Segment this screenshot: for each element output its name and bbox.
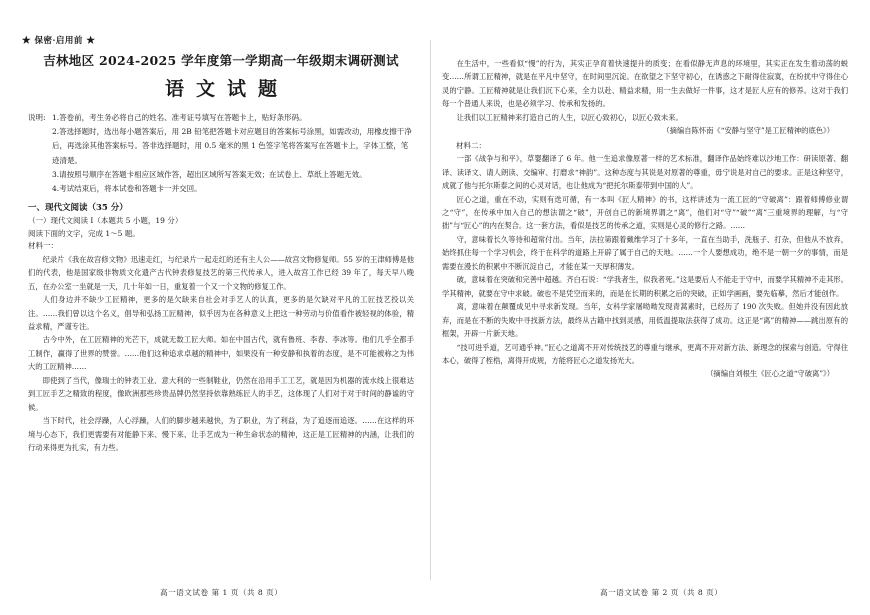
confidential-mark: ★ 保密·启用前 ★	[22, 36, 96, 46]
instruction-3: 3.请按照号顺序在答题卡相应区域作答，超出区域所写答案无效；在试卷上、草纸上答题无效。	[52, 169, 367, 179]
section-heading: 一、现代文阅读（35 分）	[28, 203, 128, 214]
source-citation: （摘编自刘根生《匠心之道“守破离”》）	[706, 369, 834, 379]
passage-paragraph: 匠心之道，重在不动，实则有迭可循，有一本叫《匠人精神》的书，这样讲述为一流工匠的“守破离”：跟着师傅修业谓之“守”，在传承中加入自己的想法谓之“破”，开创自己的新境界谓之“离”，他们对“守”“破”“离”三重境界的理解，与“守拙”与“匠心”的内在契合。这一套方法，看似是技艺的传承之道，实则是心灵的修行之路。……	[442, 194, 848, 231]
instruction-4: 4.考试结束后，将本试卷和答题卡一并交回。	[52, 184, 202, 194]
instruction-1: 1.答卷前，考生务必将自己的姓名、准考证号填写在答题卡上，贴好条形码。	[52, 113, 307, 122]
passage-paragraph: 当下时代，社会浮躁，人心浮躁，人们的脚步越来越快，为了职业，为了利益，为了追逐而追逐。……在这样的环境与心态下，我们更需要有对能静下来、慢下来、让手艺成为一种生命状态的精神，这正是工匠精神的内涵，让我们的行动来得更为扎实，有力些。	[28, 416, 414, 453]
passage-paragraph: “技可进乎道，艺可通乎神。”匠心之道离不开对传统技艺的尊重与继承，更离不开对新方法、新理念的探索与创造。守得住本心，破得了桎梏，离得开成规，方能将匠心之道发扬光大。	[442, 342, 848, 366]
passage-paragraph: 古今中外，在工匠精神的光芒下，成就无数工匠大师。如在中国古代，就有鲁班、李春、李冰等。他们几乎全都手工制作，赢得了世界的赞誉。……他们这种追求卓越的精神中，如果没有一种安静和执着的态度，是不可能被称之为伟大的工匠精神……	[28, 335, 414, 372]
reading-instruction: 阅读下面的文字，完成 1～5 题。	[28, 228, 140, 238]
passage-paragraph: 即使到了当代，像瑞士的钟表工业、意大利的一些制鞋业，仍然在沿用手工工艺，就是因为机器的流水线上很难达到工匠手艺之精致的程度，像欧洲那些珍贵品牌仍然坚持依靠熟练匠人的手艺，这体现了人们对于对于时间的静谧的守候。	[28, 375, 414, 412]
passage-paragraph: 破，意味着在突破和完善中超越。齐白石说：“学我者生，似我者死。”这是要后人不能走于守中，而要学其精神不走其形。学其精神，就要在守中求破。破也不是凭空而来的，而是在长期的积累之后的突破，正如学画画，要先临摹，然后才能创作。	[442, 275, 848, 298]
subject-title: 语文试题	[164, 78, 289, 100]
passage-paragraph: 在生活中，一些看似“慢”的行为，其实正孕育着快速提升的质变；在看似静无声息的环境里，其实正在发生着动荡的蜕变……所谓工匠精神，就是在平凡中坚守，在时间里沉淀。在欲望之下坚守初心，在诱惑之下耐得住寂寞，在纷扰中守得住心灵的宁静。工匠精神就是让我们沉下心来，全力以赴、精益求精，用一生去做好一件事，这才是匠人应有的修养。这对于我们每一个普通人来说，也是必须学习、传承和发扬的。	[442, 59, 848, 109]
instructions-block	[28, 111, 414, 196]
passage-paragraph: 人们身边并不缺少工匠精神，更多的是欠缺来自社会对手艺人的认真，更多的是欠缺对平凡的工匠技艺投以关注。……我们曾以这个名义，倡导和弘扬工匠精神，似乎因为在各种意义上把这一种劳动与价值看作被轻视的体验，精益求精，严谨专注。	[28, 295, 414, 331]
page-footer-2: 高一语文试卷 第 2 页（共 8 页）	[600, 588, 723, 597]
exam-page-2	[434, 0, 870, 615]
instruction-2: 2.答选择题时，选出每小题答案后，用 2B 铅笔把答题卡对应题目的答案标号涂黑，如需改动，用橡皮擦干净后，再选涂其他答案标号。答非选择题时，用 0.5 毫米的黑 1 色签字笔将答案写在答题卡上，字体工整，笔迹清楚。	[52, 127, 412, 165]
passage-paragraph: 一部《战争与和平》，草婴翻译了 6 年。他一生追求像原著一样的艺术标准，翻译作品始终难以沙地工作：研读原著、翻译、读译文、请人朗读、交编审、打磨求“神韵”。这种态度与其说是对原著的尊重，毋宁说是对自己的要求。正是这种坚守，成就了他与托尔斯泰之间的心灵对话，也让他成为“把托尔斯泰带到中国的人”。	[442, 154, 848, 191]
exam-title: 吉林地区 2024-2025 学年度第一学期高一年级期末调研测试	[43, 53, 399, 68]
passage-paragraph: 离，意味着在颠覆成见中寻求新发现。当年，女科学家屠呦呦发现青蒿素时，已经历了 190 次失败。但她并没有因此放弃，而是在不断的失败中寻找新方法，最终从古籍中找到灵感，用低温提取法获得了成功。这正是“离”的精神——跳出原有的框架，开辟一片新天地。	[442, 302, 848, 339]
passage-paragraph: 让我们以工匠精神来打造自己的人生，以匠心致初心，以匠心致未来。	[456, 112, 683, 122]
source-citation: （摘编自陈怀南《“安静与坚守”是工匠精神的底色》）	[662, 126, 834, 136]
subsection-heading: （一）现代文阅读 Ⅰ（本题共 5 小题，19 分）	[28, 216, 183, 226]
passage-paragraph: 守，意味着长久等待和超常付出。当年，法拉第跟着戴维学习了十多年，一直在当助手，洗瓶子、打杂，但他从不放弃，始终抓住每一个学习机会，终于在科学的道路上开辟了属于自己的天地。……一个人要想成功，绝不是一朝一夕的事情，而是需要在漫长的积累中不断沉淀自己，才能在某一天厚积薄发。	[442, 234, 848, 271]
instructions-label: 说明:	[28, 113, 46, 122]
page-divider	[430, 40, 431, 580]
passage-paragraph: 纪录片《我在故宫修文物》迅速走红，与纪录片一起走红的还有主人公——故宫文物修复师。55 岁的王津师傅是他们的代表，他是国家级非物质文化遗产古代钟表修复技艺的第三代传承人，进入故宫工作已经 39 年了，每天早八晚五，在办公室一坐就是一天，几十年如一日，重复着一个又一个文物的修复工作。	[28, 254, 414, 291]
material-label: 材料二：	[456, 140, 486, 150]
page-footer-1: 高一语文试卷 第 1 页（共 8 页）	[160, 588, 283, 597]
material-label: 材料一：	[28, 241, 58, 251]
exam-page-1	[0, 0, 428, 615]
